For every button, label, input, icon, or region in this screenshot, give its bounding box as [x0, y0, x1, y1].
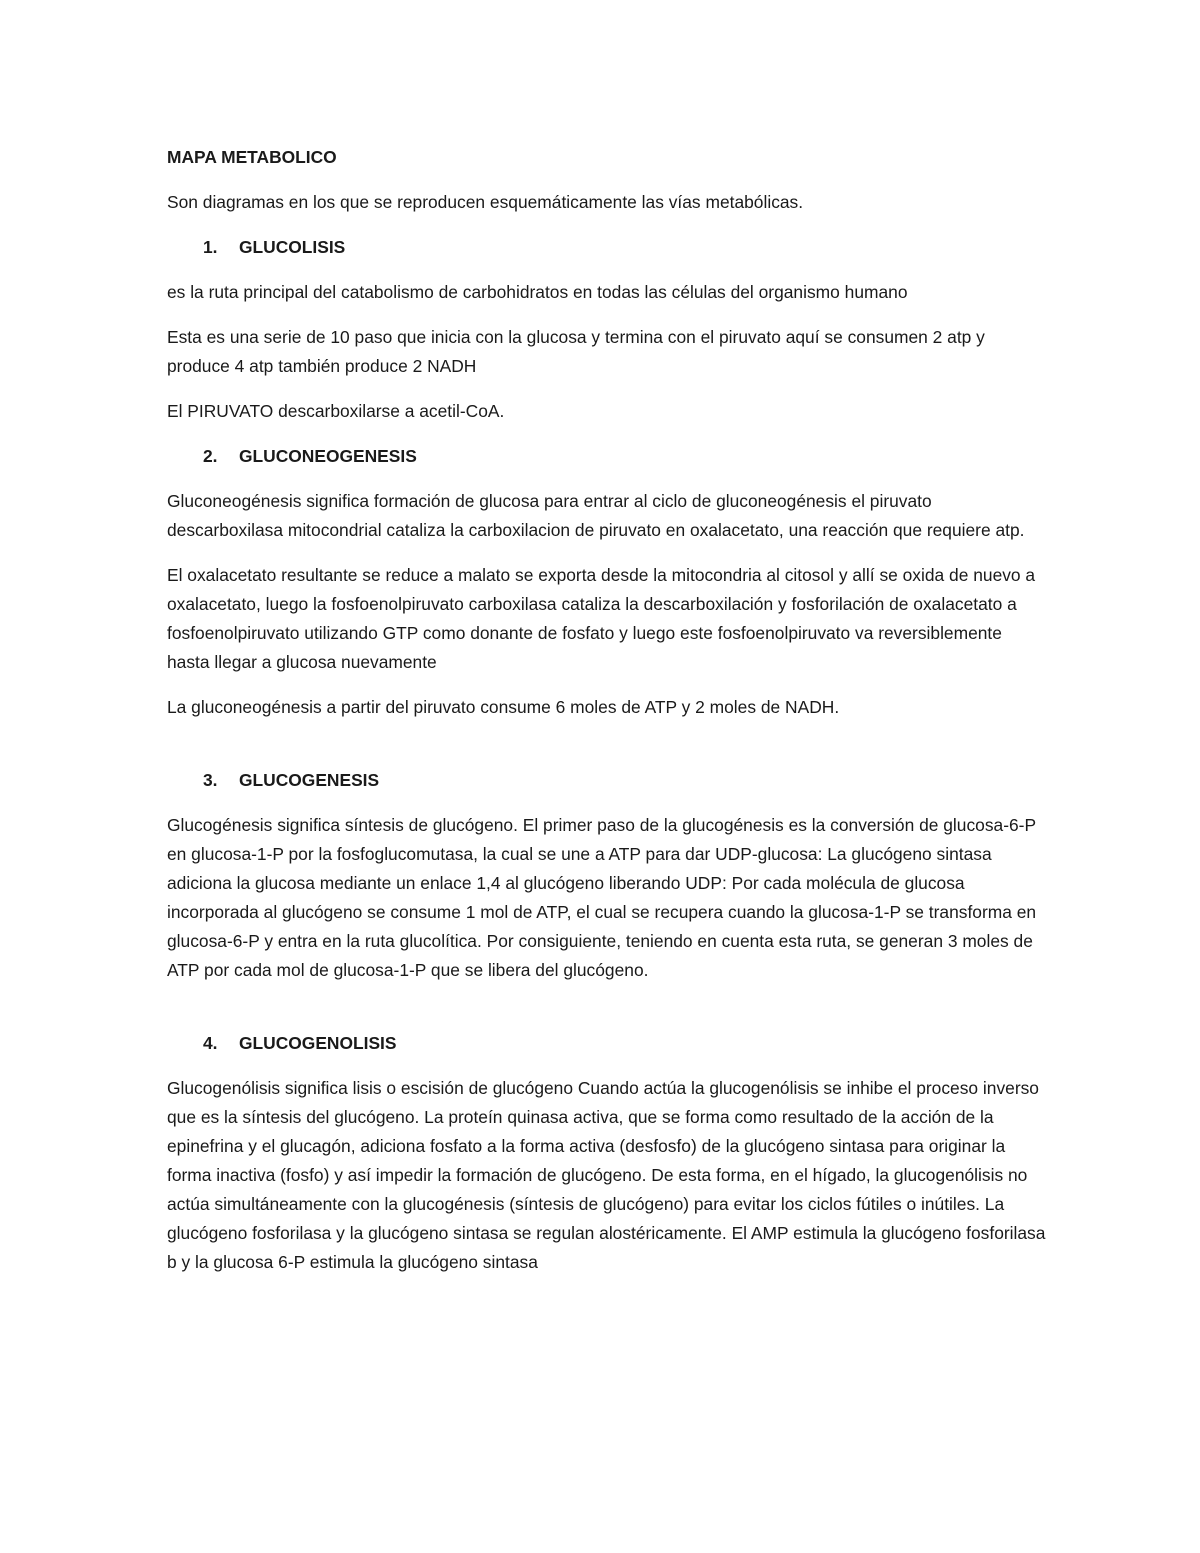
section-number: 2.: [203, 446, 218, 466]
section-heading-glucogenolisis: [167, 1029, 1047, 1058]
section-heading-glucolisis: [167, 233, 1047, 262]
paragraph: Esta es una serie de 10 paso que inicia con la glucosa y termina con el piruvato aquí se consumen 2 atp y produce 4 atp también produce 2 NADH: [167, 327, 985, 376]
paragraph: es la ruta principal del catabolismo de carbohidratos en todas las células del organismo humano: [167, 282, 908, 302]
section-title: GLUCONEOGENESIS: [239, 446, 417, 466]
paragraph: La gluconeogénesis a partir del piruvato consume 6 moles de ATP y 2 moles de NADH.: [167, 697, 840, 717]
section-heading-gluconeogenesis: [167, 442, 1047, 471]
blank-line: [167, 1001, 1047, 1029]
section-title: GLUCOGENESIS: [239, 770, 380, 790]
section-number: 4.: [203, 1033, 218, 1053]
paragraph: El PIRUVATO descarboxilarse a acetil-CoA.: [167, 401, 505, 421]
blank-line: [167, 738, 1047, 766]
paragraph: Glucogénesis significa síntesis de glucógeno. El primer paso de la glucogénesis es la conversión de glucosa-6-P en glucosa-1-P por la fosfoglucomutasa, la cual se une a ATP para dar UDP-glucosa: La glucógeno sintasa adiciona la glucosa mediante un enlace 1,4 al glucógeno liberando UDP: Por cada molécula de glucosa incorporada al glucógeno se consume 1 mol de ATP, el cual se recupera cuando la glucosa-1-P se transforma en glucosa-6-P y entra en la ruta glucolítica. Por consiguiente, teniendo en cuenta esta ruta, se generan 3 moles de ATP por cada mol de glucosa-1-P que se libera del glucógeno.: [167, 815, 1037, 980]
section-title: GLUCOLISIS: [239, 237, 346, 257]
section-number: 1.: [203, 237, 218, 257]
intro-paragraph: Son diagramas en los que se reproducen esquemáticamente las vías metabólicas.: [167, 192, 804, 212]
document-body: [167, 143, 1047, 1293]
paragraph: El oxalacetato resultante se reduce a malato se exporta desde la mitocondria al citosol y allí se oxida de nuevo a oxalacetato, luego la fosfoenolpiruvato carboxilasa cataliza la descarboxilación y fosforilación de oxalacetato a fosfoenolpiruvato utilizando GTP como donante de fosfato y luego este fosfoenolpiruvato va reversiblemente hasta llegar a glucosa nuevamente: [167, 565, 1036, 672]
section-number: 3.: [203, 770, 218, 790]
section-title: GLUCOGENOLISIS: [239, 1033, 397, 1053]
document-title: MAPA METABOLICO: [167, 147, 337, 167]
section-heading-glucogenesis: [167, 766, 1047, 795]
paragraph: Glucogenólisis significa lisis o escisión de glucógeno Cuando actúa la glucogenólisis se inhibe el proceso inverso que es la síntesis del glucógeno. La proteín quinasa activa, que se forma como resultado de la acción de la epinefrina y el glucagón, adiciona fosfato a la forma activa (desfosfo) de la glucógeno sintasa para originar la forma inactiva (fosfo) y así impedir la formación de glucógeno. De esta forma, en el hígado, la glucogenólisis no actúa simultáneamente con la glucogénesis (síntesis de glucógeno) para evitar los ciclos fútiles o inútiles. La glucógeno fosforilasa y la glucógeno sintasa se regulan alostéricamente. El AMP estimula la glucógeno fosforilasa b y la glucosa 6-P estimula la glucógeno sintasa: [167, 1078, 1046, 1272]
paragraph: Gluconeogénesis significa formación de glucosa para entrar al ciclo de gluconeogénesis el piruvato descarboxilasa mitocondrial cataliza la carboxilacion de piruvato en oxalacetato, una reacción que requiere atp.: [167, 491, 1025, 540]
